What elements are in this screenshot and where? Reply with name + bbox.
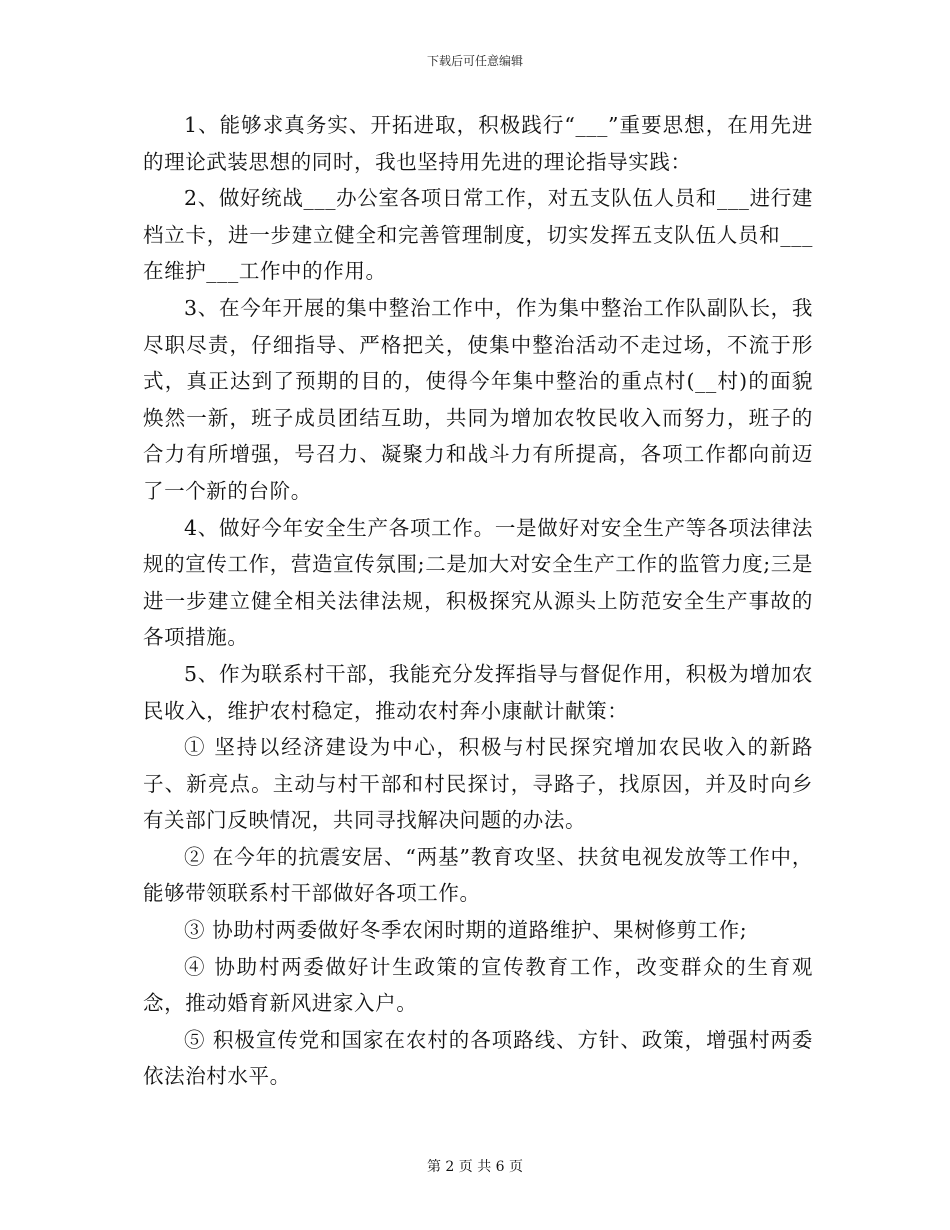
list-item-1: ① 坚持以经济建设为中心，积极与村民探究增加农民收入的新路子、新亮点。主动与村干部和村民探讨，寻路子，找原因，并及时向乡有关部门反映情况，共同寻找解决问题的办法。 <box>143 735 813 833</box>
paragraph-3: 3、在今年开展的集中整治工作中，作为集中整治工作队副队长，我尽职尽责，仔细指导、严格把关，使集中整治活动不走过场，不流于形式，真正达到了预期的目的，使得今年集中整治的重点村(__村)的面貌焕然一新，班子成员团结互助，共同为增加农牧民收入而努力，班子的合力有所增强，号召力、凝聚力和战斗力有所提高，各项工作都向前迈了一个新的台阶。 <box>143 295 813 503</box>
list-item-3: ③ 协助村两委做好冬季农闲时期的道路维护、果树修剪工作; <box>184 918 748 943</box>
paragraph-1: 1、能够求真务实、开拓进取，积极践行“___”重要思想，在用先进的理论武装思想的同时，我也坚持用先进的理论指导实践： <box>143 113 813 174</box>
list-item-2: ② 在今年的抗震安居、“两基”教育攻坚、扶贫电视发放等工作中，能够带领联系村干部做好各项工作。 <box>143 844 813 906</box>
paragraph-2: 2、做好统战___办公室各项日常工作，对五支队伍人员和___进行建档立卡，进一步建立健全和完善管理制度，切实发挥五支队伍人员和___在维护___工作中的作用。 <box>143 186 813 284</box>
list-item-5: ⑤ 积极宣传党和国家在农村的各项路线、方针、政策，增强村两委依法治村水平。 <box>143 1027 813 1089</box>
page-footer: 第 2 页 共 6 页 <box>426 1159 524 1175</box>
page-header: 下载后可任意编辑 <box>426 54 523 68</box>
document-body <box>143 107 813 1095</box>
list-item-4: ④ 协助村两委做好计生政策的宣传教育工作，改变群众的生育观念，推动婚育新风进家入户。 <box>143 954 813 1016</box>
paragraph-5: 5、作为联系村干部，我能充分发挥指导与督促作用，积极为增加农民收入，维护农村稳定，推动农村奔小康献计献策： <box>143 661 813 723</box>
paragraph-4: 4、做好今年安全生产各项工作。一是做好对安全生产等各项法律法规的宣传工作，营造宣传氛围;二是加大对安全生产工作的监管力度;三是进一步建立健全相关法律法规，积极探究从源头上防范安全生产事故的各项措施。 <box>143 515 813 650</box>
